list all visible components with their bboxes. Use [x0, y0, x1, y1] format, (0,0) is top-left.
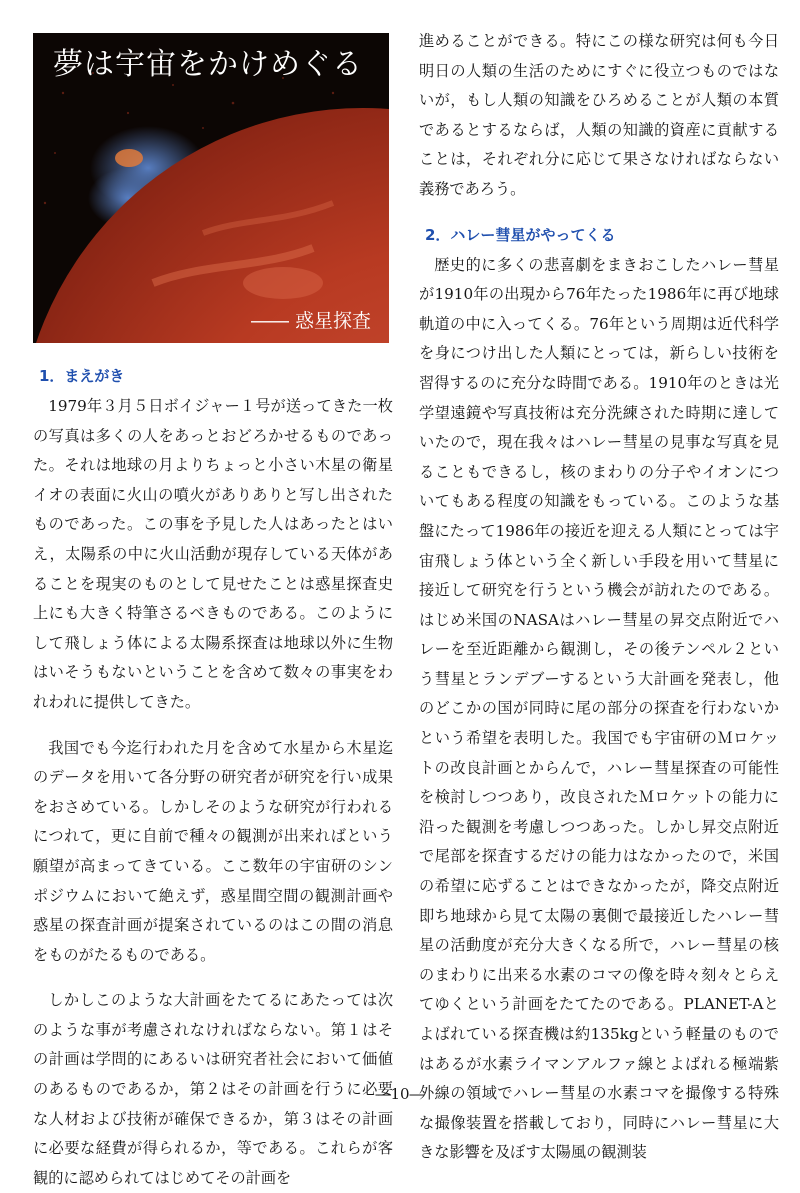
paragraph: 1979年３月５日ボイジャー１号が送ってきた一枚の写真は多くの人をあっとおどろかせるものであった。それは地球の月よりちょっと小さい木星の衛星イオの表面に火山の噴火がありありと写し出されたものであった。この事を予見した人はあったとはいえ，太陽系の中に火山活動が現存している天体があることを現実のものとして見せたことは惑星探査史上にも大きく特筆さるべきものである。このようにして飛しょう体による太陽系探査は地球以外に生物はいそうもないということを含めて数々の事実をわれわれに提供してきた。: [33, 397, 393, 711]
paragraph: しかしこのような大計画をたてるにあたっては次のような事が考慮されなければならない。第１はその計画は学問的にあるいは研究者社会において価値のあるものであるか，第２はその計画を行うに必要な人材および技術が確保できるか，第３はその計画に必要な経費が得られるか，等である。これらが客観的に認められてはじめてその計画を: [33, 991, 393, 1187]
paragraph-continuation: 進めることができる。特にこの様な研究は何も今日明日の人類の生活のためにすぐに役立つものではないが，もし人類の知識をひろめることが人類の本質であるとするならば，人類の知識的資産に貢献することは，それぞれ分に応じて果さなければならない義務であろう。: [419, 32, 779, 198]
paragraph: 我国でも今迄行われた月を含めて水星から木星迄のデータを用いて各分野の研究者が研究を行い成果をおさめている。しかしそのような研究が行われるにつれて，更に自前で種々の観測が出来ればという願望が高まってきている。ここ数年の宇宙研のシンポジウムにおいて絶えず，惑星間空間の観測計画や惑星の探査計画が提案されているのはこの間の消息をものがたるものである。: [33, 738, 393, 964]
right-column: [419, 27, 779, 1168]
paragraph: 歴史的に多くの悲喜劇をまきおこしたハレー彗星が1910年の出現から76年たった1986年に再び地球軌道の中に入ってくる。76年という周期は近代科学を身につけ出した人類にとっては，新らしい技術を習得するのに充分な時間である。1910年のときは光学望遠鏡や写真技術は充分洗練された時期に達していたので，現在我々はハレー彗星の見事な写真を見ることもできるし，核のまわりの分子やイオンについてもある程度の知識をもっている。このような基盤にたって1986年の接近を迎える人類にとっては宇宙飛しょう体という全く新しい手段を用いて彗星に接近して研究を行うという機会が訪れたのである。はじめ米国のNASAはハレー彗星の昇交点附近でハレーを至近距離から観測し，その後テンペル２という彗星とランデブーするという大計画を発表し，他のどこかの国が同時に尾の部分の探査を行わないかという希望を表明した。我国でも宇宙研のＭロケットの改良計画とからんで，ハレー彗星探査の可能性を検討しつつあり，改良されたＭロケットの能力に沿った観測を考慮しつつあった。しかし昇交点附近で尾部を探査するだけの能力はなかったので，米国の希望に応ずることはできなかったが，降交点附近即ち地球から見て太陽の裏側で最接近したハレー彗星の活動度が充分大きくなる所で，ハレー彗星の核のまわりに出来る水素のコマの像を時々刻々とらえてゆくという計画をたてたのである。PLANET-Aとよばれている探査機は約135kgという軽量のものではあるが水素ライマンアルファ線とよばれる極端紫外線の領域でハレー彗星の水素コマを撮像する特殊な撮像装置を搭載しており，同時にハレー彗星に大きな影響を及ぼす太陽風の観測装: [419, 255, 779, 1162]
cover-illustration: [33, 33, 389, 343]
cover-title: 夢は宇宙をかけめぐる: [53, 47, 363, 82]
section-heading-halley: 2．ハレー彗星がやってくる: [425, 225, 616, 244]
page-number: ―10―: [375, 1085, 425, 1103]
left-column: [33, 362, 393, 1193]
cover-subtitle: ―― 惑星探査: [250, 310, 371, 332]
section-heading-introduction: 1．まえがき: [39, 367, 125, 385]
